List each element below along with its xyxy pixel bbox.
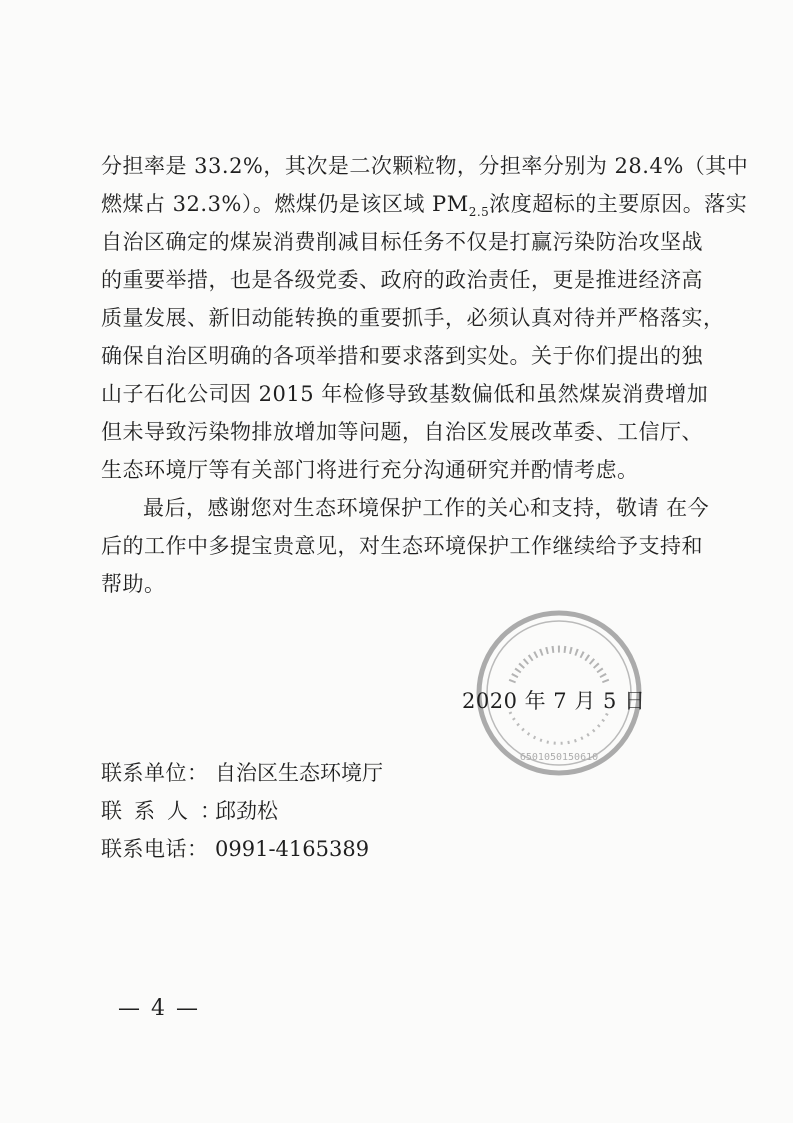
body-line-12: 帮助。 — [101, 572, 166, 596]
contact-phone-label: 联系电话： — [101, 837, 209, 861]
body-line-6: 确保自治区明确的各项举措和要求落到实处。关于你们提出的独 — [101, 344, 703, 368]
contact-phone-value: 0991-4165389 — [215, 837, 370, 861]
contact-unit-value: 自治区生态环境厅 — [215, 761, 383, 785]
contact-person-row — [101, 792, 383, 830]
contact-phone-row — [101, 830, 383, 868]
body-line-5: 质量发展、新旧动能转换的重要抓手，必须认真对待并严格落实， — [101, 306, 725, 330]
contact-person-label: 联系人： — [101, 799, 233, 823]
body-line-11: 后的工作中多提宝贵意见，对生态环境保护工作继续给予支持和 — [101, 534, 703, 558]
contact-unit-row — [101, 754, 383, 792]
body-line-2-text: 燃煤占 32.3%）。燃煤仍是该区域 PM — [101, 192, 469, 216]
issue-date: 2020 年 7 月 5 日 — [462, 689, 646, 713]
body-line-1: 分担率是 33.2%，其次是二次颗粒物，分担率分别为 28.4%（其中 — [101, 154, 749, 178]
seal-curved-script — [512, 649, 606, 682]
page-number: — 4 — — [118, 996, 200, 1021]
body-line-2 — [101, 185, 748, 223]
body-line-7: 山子石化公司因 2015 年检修导致基数偏低和虽然煤炭消费增加 — [101, 382, 709, 406]
seal-code: 6501050150610 — [519, 752, 599, 763]
letter-body — [101, 147, 749, 603]
body-line-8: 但未导致污染物排放增加等问题，自治区发展改革委、工信厅、 — [101, 420, 703, 444]
contact-person-value: 邱劲松 — [215, 799, 278, 823]
contact-info — [101, 754, 383, 868]
body-line-9: 生态环境厅等有关部门将进行充分沟通研究并酌情考虑。 — [101, 458, 639, 482]
body-line-10: 最后，感谢您对生态环境保护工作的关心和支持，敬请 在今 — [143, 496, 710, 520]
body-line-4: 的重要举措，也是各级党委、政府的政治责任，更是推进经济高 — [101, 268, 703, 292]
pm-subscript: 2.5 — [468, 205, 490, 219]
contact-unit-label: 联系单位： — [101, 761, 209, 785]
body-line-3: 自治区确定的煤炭消费削减目标任务不仅是打赢污染防治攻坚战 — [101, 230, 703, 254]
body-line-2-tail: 浓度超标的主要原因。落实 — [489, 192, 748, 216]
